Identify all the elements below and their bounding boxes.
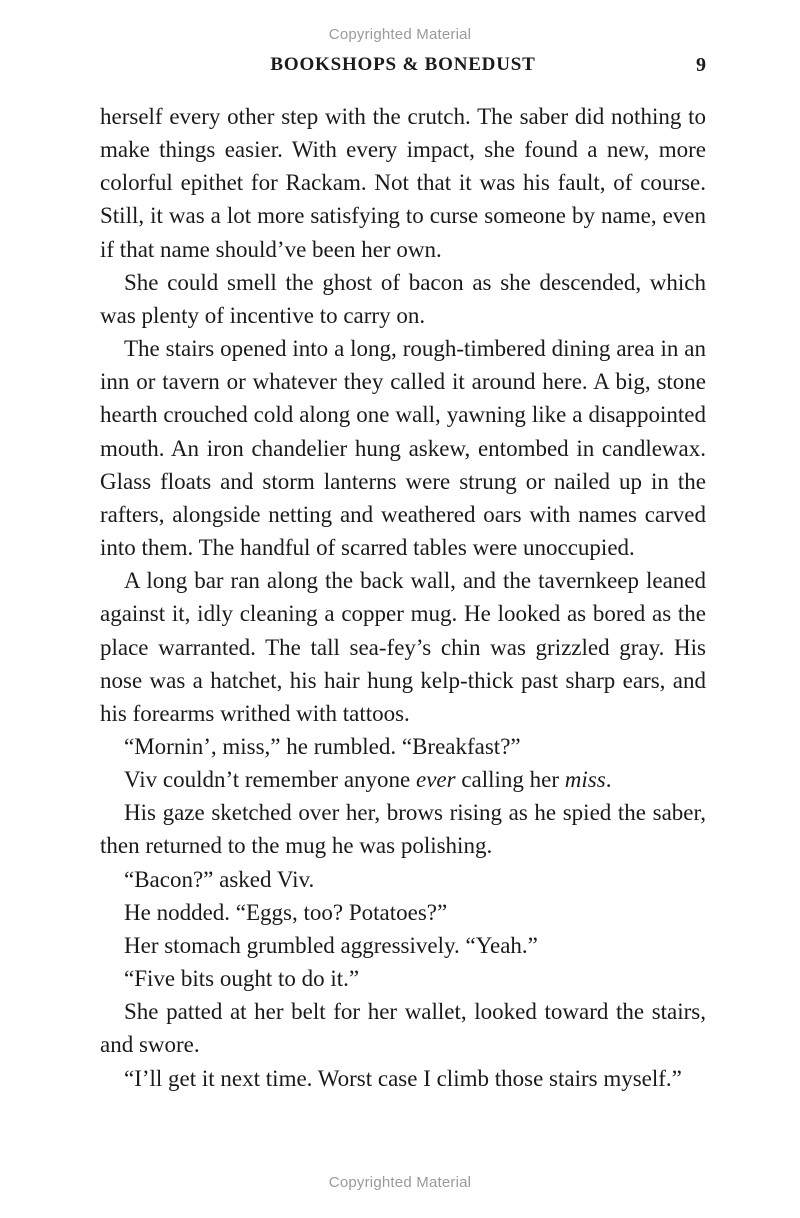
paragraph-7: His gaze sketched over her, brows rising as he spied the saber, then returned to the mug he was polishing. bbox=[100, 800, 706, 859]
paragraph-5: “Mornin’, miss,” he rumbled. “Breakfast?” bbox=[124, 733, 521, 759]
paragraph-9: He nodded. “Eggs, too? Potatoes?” bbox=[124, 899, 448, 925]
running-title: BOOKSHOPS & BONEDUST bbox=[270, 54, 536, 75]
paragraph-11: “Five bits ought to do it.” bbox=[124, 966, 360, 992]
paragraph-4: A long bar ran along the back wall, and the tavernkeep leaned against it, idly cleaning a copper mug. He looked as bored as the place warranted. The tall sea-fey’s chin was grizzled gray. His nose was a hatchet, his hair hung kelp-thick past sharp ears, and his forearms writhed with tattoos. bbox=[100, 568, 706, 726]
paragraph-6-part-3: . bbox=[605, 767, 612, 793]
paragraph-13: “I’ll get it next time. Worst case I climb those stairs myself.” bbox=[124, 1065, 682, 1091]
paragraph-6-part-2: calling her bbox=[455, 767, 565, 793]
paragraph-1: herself every other step with the crutch. The saber did nothing to make things easier. With every impact, she found a new, more colorful epithet for Rackam. Not that it was his fault, of course. Still, it was a lot more satisfying to curse someone by name, even if that name should’ve been her own. bbox=[100, 104, 706, 262]
paragraph-10: Her stomach grumbled aggressively. “Yeah.” bbox=[124, 932, 538, 958]
paragraph-6 bbox=[100, 763, 706, 796]
running-head bbox=[100, 54, 706, 80]
page-number: 9 bbox=[696, 54, 706, 76]
body-text bbox=[100, 100, 706, 1095]
paragraph-6-emphasis-ever: ever bbox=[416, 767, 456, 793]
paragraph-6-part-1: Viv couldn’t remember anyone bbox=[124, 767, 416, 793]
paragraph-6-emphasis-miss: miss bbox=[564, 767, 606, 793]
paragraph-12: She patted at her belt for her wallet, looked toward the stairs, and swore. bbox=[100, 999, 706, 1058]
paragraph-2: She could smell the ghost of bacon as she descended, which was plenty of incentive to carry on. bbox=[100, 269, 706, 328]
watermark-top: Copyrighted Material bbox=[328, 26, 472, 43]
watermark-bottom: Copyrighted Material bbox=[328, 1174, 472, 1191]
paragraph-8: “Bacon?” asked Viv. bbox=[124, 866, 315, 892]
paragraph-3: The stairs opened into a long, rough-timbered dining area in an inn or tavern or whatever they called it around here. A big, stone hearth crouched cold along one wall, yawning like a disappointed mouth. An iron chandelier hung askew, entombed in candlewax. Glass floats and storm lanterns were strung or nailed up in the rafters, alongside netting and weathered oars with names carved into them. The handful of scarred tables were unoccupied. bbox=[100, 336, 706, 561]
